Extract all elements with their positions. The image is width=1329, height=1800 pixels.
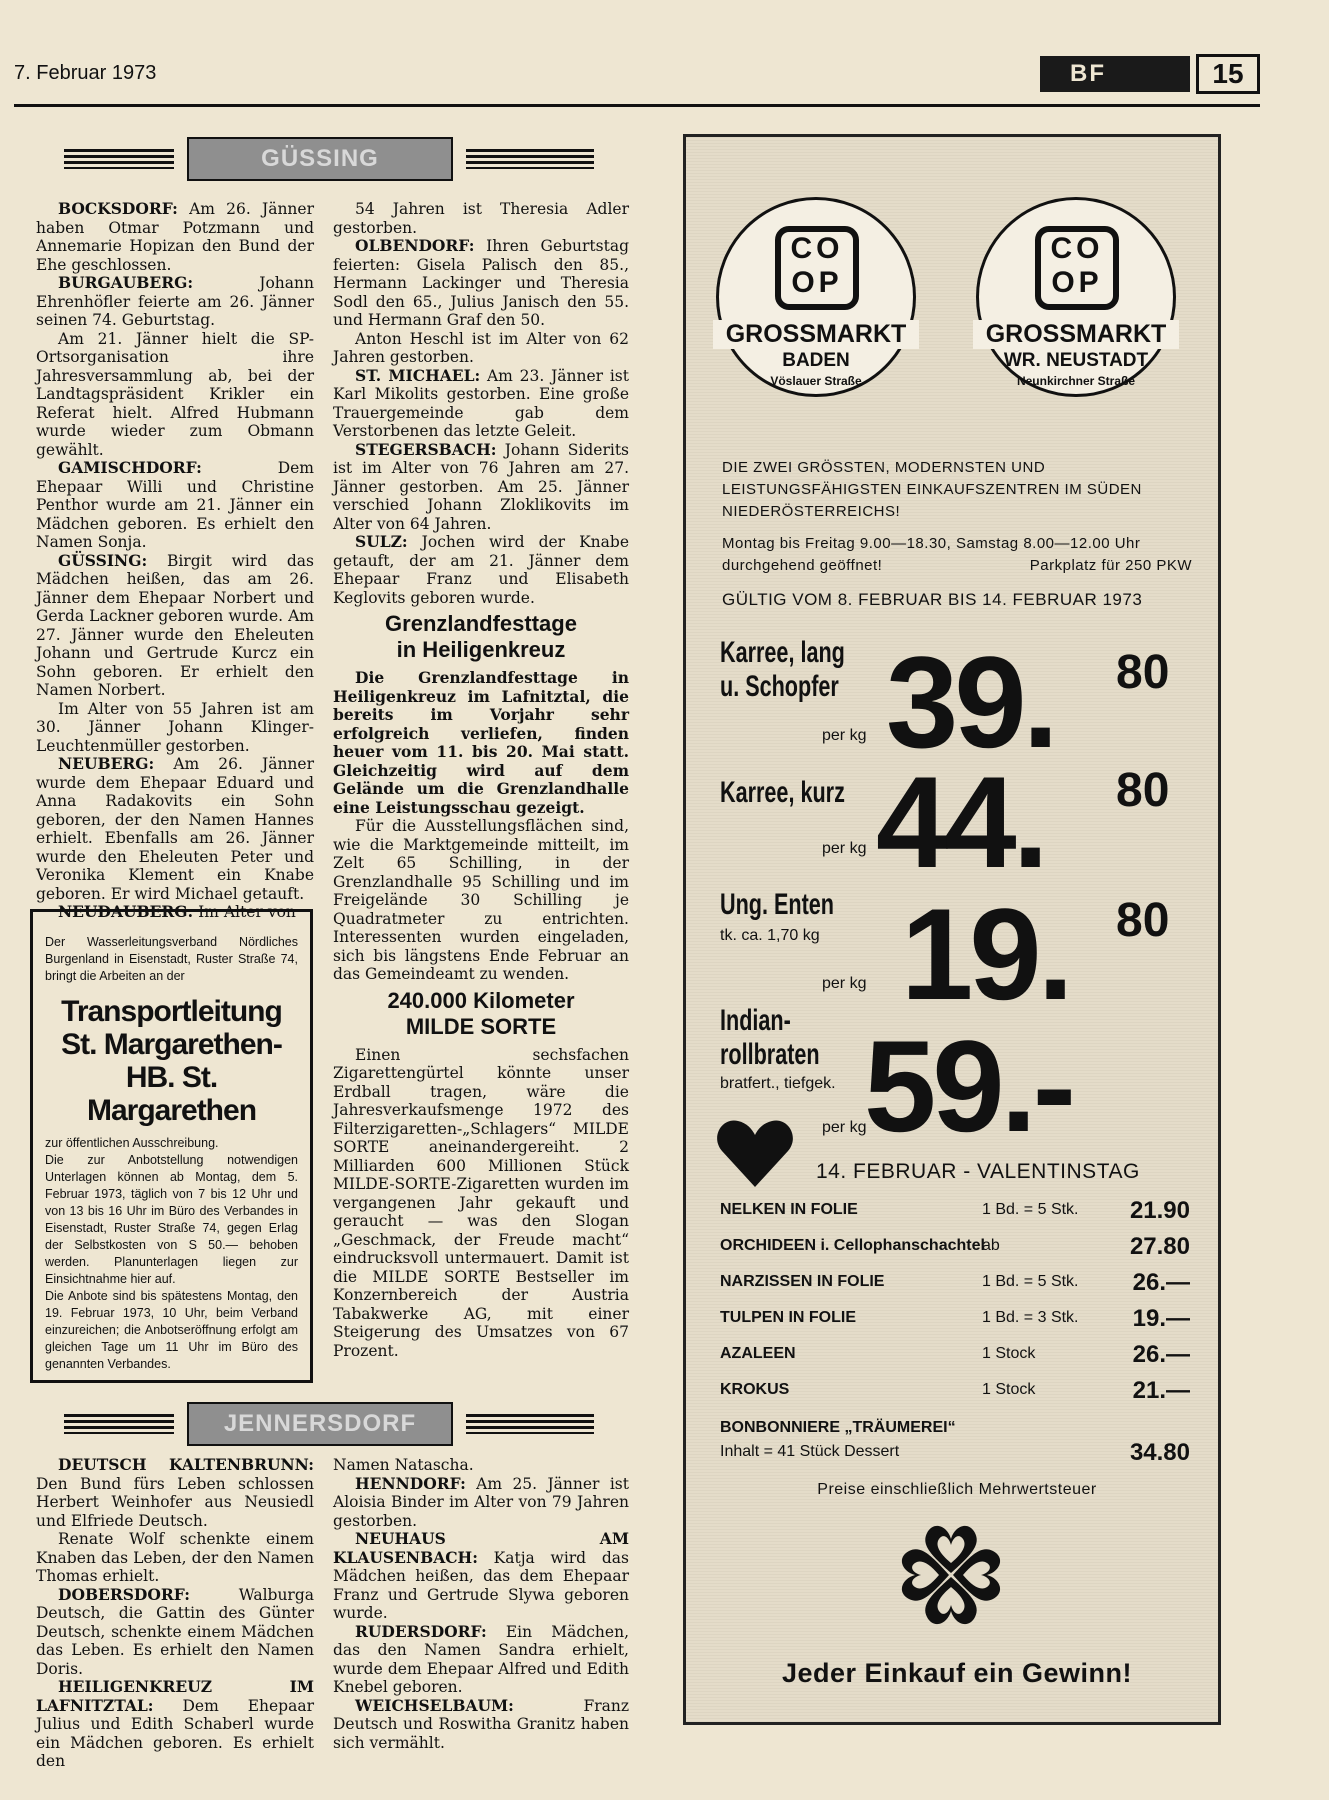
news-item: DEUTSCH KALTENBRUNN: Den Bund fürs Leben schlossen Herbert Weinhofer aus Neusiedl und Elfriede Deutsch. <box>36 1455 314 1530</box>
product-unit: per kg <box>822 840 867 857</box>
article-body: Einen sechsfachen Zigarettengürtel könnte unser Erdball tragen, wäre die Jahresverkaufsmenge 1972 des Filterzigaretten-„Schlagers“ MILDE SORTE aneinandergereiht. 2 Milliarden 600 Millionen Stück MILDE-SORTE-Zigaretten wurden im vergangenen Jahr gekauft und geraucht — was den Slogan „Geschmack, der Freude macht“ eindrucksvoll untermauert. Damit ist die MILDE SORTE Bestseller im Konzernbereich der Austria Tabakwerke AG, mit einer Steigerung des Umsatzes von 67 Prozent. <box>333 1045 629 1360</box>
place-name: STEGERSBACH: <box>355 439 497 459</box>
article-body: Für die Ausstellungsflächen sind, wie die Marktgemeinde mitteilt, im Zelt 65 Schilling, in der Grenzlandhalle 95 Schilling und im Freigelände 30 Schilling je Quadratmeter zu entrichten. Interessenten wurden eingeladen, sich bis längstens Ende Februar an das Gemeindeamt zu wenden. <box>333 817 629 983</box>
news-item: Am 21. Jänner hielt die SP-Ortsorganisation ihre Jahresversammlung ab, bei der Landtagspräsident Krikler ein Referat hielt. Alfred Hubmann wurde wieder zum Obmann gewählt. <box>36 329 314 459</box>
product-name: rollbraten <box>720 1038 820 1071</box>
product-unit: per kg <box>822 975 867 992</box>
flower-price-row: ORCHIDEEN i. Cellophanschachtel ab 27.80 <box>720 1233 1190 1260</box>
store-badge-baden: CO OP GROSSMARKT BADEN Vöslauer Straße <box>716 197 916 397</box>
place-name: OLBENDORF: <box>355 236 475 255</box>
section-title: GÜSSING <box>187 137 453 181</box>
place-name: GÜSSING: <box>58 550 148 570</box>
place-name: SULZ: <box>355 532 408 551</box>
news-column-4 <box>333 1456 629 1752</box>
news-item: BOCKSDORF: Am 26. Jänner haben Otmar Potzmann und Annemarie Hopizan den Bund der Ehe geschlossen. <box>36 199 314 274</box>
bonbon-title: BONBONNIERE „TRÄUMEREI“ <box>720 1419 956 1436</box>
clover-logo-icon <box>891 1515 1011 1635</box>
tender-title: Transportleitung St. Margarethen- HB. St. Margarethen <box>61 995 282 1127</box>
news-item: HENNDORF: Am 25. Jänner ist Aloisia Binder im Alter von 79 Jahren gestorben. <box>333 1473 629 1530</box>
news-item: 54 Jahren ist Theresia Adler gestorben. <box>333 200 629 237</box>
issue-date: 7. Februar 1973 <box>14 62 157 84</box>
product-price: 39. <box>886 629 1055 775</box>
flower-price-row: NELKEN IN FOLIE 1 Bd. = 5 Stk. 21.90 <box>720 1197 1190 1224</box>
place-name: NEUHAUS AM KLAUSENBACH: <box>333 1529 629 1567</box>
tender-notice <box>30 909 313 1383</box>
news-item: DOBERSDORF: Walburga Deutsch, die Gattin des Günter Deutsch, schenkte einem Mädchen das Leben. Es erhielt den Namen Doris. <box>36 1584 314 1678</box>
news-item: NEUDAUBERG: Im Alter von <box>58 902 296 921</box>
place-name: BOCKSDORF: <box>58 199 178 218</box>
flower-price-row: AZALEEN 1 Stock 26.— <box>720 1341 1190 1368</box>
flower-price-row: NARZISSEN IN FOLIE 1 Bd. = 5 Stk. 26.— <box>720 1269 1190 1296</box>
product-detail: bratfert., tiefgek. <box>720 1075 836 1092</box>
brand-label: BF <box>1040 56 1190 92</box>
place-name: DOBERSDORF: <box>58 1584 190 1604</box>
news-column-2 <box>333 200 629 1360</box>
place-name: NEUBERG: <box>58 754 155 773</box>
ad-hours: Montag bis Freitag 9.00—18.30, Samstag 8.00—12.00 Uhr <box>722 535 1141 552</box>
place-name: HEILIGENKREUZ IM LAFNITZTAL: <box>36 1677 314 1715</box>
product-name: Indian- <box>720 1004 791 1037</box>
place-name: HENNDORF: <box>355 1473 466 1493</box>
news-column-1 <box>36 200 314 922</box>
product-name: Karree, kurz <box>720 776 845 809</box>
place-name: NEUDAUBERG: <box>58 902 194 921</box>
product-detail: tk. ca. 1,70 kg <box>720 927 820 944</box>
flower-price-row: TULPEN IN FOLIE 1 Bd. = 3 Stk. 19.— <box>720 1305 1190 1332</box>
news-item: OLBENDORF: Ihren Geburtstag feierten: Gisela Palisch den 85., Hermann Lackinger und Theresia Sodl den 65., Julius Janisch den 55. und Hermann Graf den 50. <box>333 236 629 329</box>
ad-valid: GÜLTIG VOM 8. FEBRUAR BIS 14. FEBRUAR 1973 <box>722 590 1143 609</box>
product-name: u. Schopfer <box>720 670 839 703</box>
product-price-cents: 80 <box>1116 764 1170 817</box>
header-rule <box>14 104 1260 107</box>
news-item: BURGAUBERG: Johann Ehrenhöfler feierte am 26. Jänner seinen 74. Geburtstag. <box>36 273 314 329</box>
news-item: Renate Wolf schenkte einem Knaben das Leben, der den Namen Thomas erhielt. <box>36 1530 314 1585</box>
place-name: DEUTSCH KALTENBRUNN: <box>58 1455 314 1474</box>
news-item: GAMISCHDORF: Dem Ehepaar Willi und Christine Penthor wurde am 21. Jänner ein Mädchen geboren. Es erhielt den Namen Sonja. <box>36 458 314 551</box>
news-column-3 <box>36 1456 314 1771</box>
product-unit: per kg <box>822 1119 867 1136</box>
news-item: RUDERSDORF: Ein Mädchen, das den Namen Sandra erhielt, wurde dem Ehepaar Alfred und Edith Knebel geboren. <box>333 1621 629 1696</box>
news-item: NEUBERG: Am 26. Jänner wurde dem Ehepaar Eduard und Anna Radakovits ein Sohn geboren, der den Namen Hannes erhielt. Ebenfalls am 26. Jänner wurde den Eheleuten Peter und Veronika Klement ein Knabe geboren. Er wird Michael getauft. <box>36 754 314 903</box>
bonbon-row: Inhalt = 41 Stück Dessert 34.80 <box>720 1439 1190 1466</box>
section-heading-jennersdorf <box>30 1402 620 1446</box>
tender-text: zur öffentlichen Ausschreibung. <box>45 1136 219 1150</box>
news-item: Anton Heschl ist im Alter von 62 Jahren gestorben. <box>333 329 629 366</box>
product-price-cents: 80 <box>1116 646 1170 699</box>
tender-text: Die Anbote sind bis spätestens Montag, den 19. Februar 1973, 10 Uhr, beim Verband einzureichen; die Anbotseröffnung erfolgt am gleichen Tage um 11 Uhr im Büro des genannten Verbandes. <box>45 1289 298 1371</box>
valentine-heading: 14. FEBRUAR - VALENTINSTAG <box>816 1160 1140 1183</box>
coop-advertisement <box>683 134 1221 1725</box>
product-name: Ung. Enten <box>720 888 834 921</box>
product-unit: per kg <box>822 727 867 744</box>
vat-note: Preise einschließlich Mehrwertsteuer <box>817 1481 1097 1498</box>
news-item: WEICHSELBAUM: Franz Deutsch und Roswitha Granitz haben sich vermählt. <box>333 1695 629 1752</box>
article-headline-grenzland: Grenzlandfesttage in Heiligenkreuz <box>385 611 577 662</box>
article-headline-milde-sorte: 240.000 Kilometer MILDE SORTE <box>387 987 575 1039</box>
product-price: 59.- <box>864 1013 1073 1159</box>
product-name: Karree, lang <box>720 636 845 669</box>
news-item: HEILIGENKREUZ IM LAFNITZTAL: Dem Ehepaar Julius und Edith Schaberl wurde ein Mädchen geboren. Es erhielt den <box>36 1677 314 1770</box>
tender-text: Die zur Anbotstellung notwendigen Unterlagen können ab Montag, dem 5. Februar 1973, täglich von 7 bis 12 Uhr und von 13 bis 16 Uhr im Büro des Verbandes in Eisenstadt, Ruster Straße 74, gegen Erlag der Selbstkosten von S 50.— behoben werden. Planunterlagen liegen zur Einsichtnahme hier auf. <box>45 1153 298 1286</box>
section-heading-guessing <box>30 137 620 181</box>
product-price: 19. <box>901 881 1070 1027</box>
news-item: NEUHAUS AM KLAUSENBACH: Katja wird das Mädchen heißen, das dem Ehepaar Franz und Gertrude Slywa geboren wurde. <box>333 1529 629 1622</box>
news-item: STEGERSBACH: Johann Siderits ist im Alter von 76 Jahren am 27. Jänner gestorben. Am 25. Jänner verschied Johann Zloklikovits im Alter von 64 Jahren. <box>333 439 629 533</box>
place-name: ST. MICHAEL: <box>355 365 481 385</box>
product-price-cents: 80 <box>1116 894 1170 947</box>
coop-logo: CO OP <box>1035 226 1119 310</box>
product-price: 44. <box>876 749 1045 895</box>
news-item: Im Alter von 55 Jahren ist am 30. Jänner Johann Klinger-Leuchtenmüller gestorben. <box>36 699 314 755</box>
section-title: JENNERSDORF <box>187 1402 453 1446</box>
heart-icon <box>716 1117 794 1189</box>
tender-intro: Der Wasserleitungsverband Nördliches Burgenland in Eisenstadt, Ruster Straße 74, bringt die Arbeiten an der <box>45 935 298 983</box>
place-name: RUDERSDORF: <box>355 1621 487 1641</box>
place-name: BURGAUBERG: <box>58 273 194 292</box>
news-item: Namen Natascha. <box>333 1456 474 1474</box>
page-number: 15 <box>1196 54 1260 94</box>
news-item: ST. MICHAEL: Am 23. Jänner ist Karl Mikolits gestorben. Eine große Trauergemeinde gab dem Verstorbenen das letzte Geleit. <box>333 365 629 440</box>
article-lead: Die Grenzlandfesttage in Heiligenkreuz im Lafnitztal, die bereits im Vorjahr sehr erfolgreich verliefen, finden heuer vom 11. bis 20. Mai statt. Gleichzeitig wird auf dem Gelände um die Grenzlandhalle eine Leistungsschau gezeigt. <box>333 668 629 817</box>
place-name: WEICHSELBAUM: <box>355 1695 514 1715</box>
store-badge-wr-neustadt: CO OP GROSSMARKT WR. NEUSTADT Neunkirchner Straße <box>976 197 1176 397</box>
ad-slogan: Jeder Einkauf ein Gewinn! <box>781 1658 1133 1688</box>
coop-logo: CO OP <box>775 226 859 310</box>
news-item: SULZ: Jochen wird der Knabe getauft, der am 21. Jänner dem Ehepaar Franz und Elisabeth Keglovits geboren wurde. <box>333 532 629 607</box>
flower-price-row: KROKUS 1 Stock 21.— <box>720 1377 1190 1404</box>
ad-claim: DIE ZWEI GRÖSSTEN, MODERNSTEN UND LEISTUNGSFÄHIGSTEN EINKAUFSZENTREN IM SÜDEN NIEDERÖSTERREICHS! <box>722 459 1142 520</box>
news-item: GÜSSING: Birgit wird das Mädchen heißen, das am 26. Jänner dem Ehepaar Norbert und Gerda Lackner geboren wurde. Am 27. Jänner wurde den Eheleuten Johann und Gertrude Kurcz ein Sohn geboren. Er erhielt den Namen Norbert. <box>36 550 314 699</box>
ad-hours-2: durchgehend geöffnet! Parkplatz für 250 PKW <box>722 557 1192 574</box>
place-name: GAMISCHDORF: <box>58 458 202 477</box>
